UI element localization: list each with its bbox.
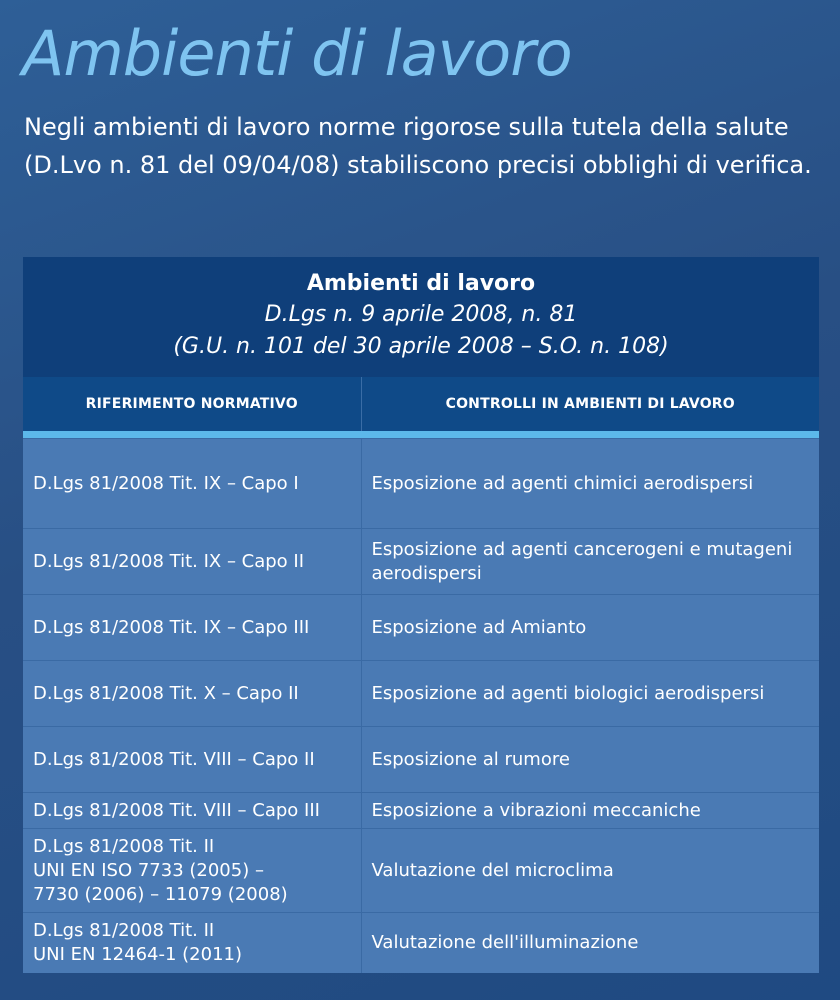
column-header-controls: CONTROLLI IN AMBIENTI DI LAVORO	[361, 377, 819, 431]
control-cell: Esposizione ad Amianto	[361, 595, 819, 661]
control-cell: Esposizione ad agenti chimici aerodispersi	[361, 439, 819, 529]
table-title: Ambienti di lavoro	[306, 271, 536, 296]
control-cell: Esposizione ad agenti cancerogeni e mutageni aerodispersi	[361, 529, 819, 595]
page-title: Ambienti di lavoro	[22, 17, 572, 90]
reference-cell: D.Lgs 81/2008 Tit. IX – Capo I	[23, 439, 361, 529]
table-row	[23, 913, 819, 973]
reference-cell: D.Lgs 81/2008 Tit. IX – Capo II	[23, 529, 361, 595]
reference-cell: D.Lgs 81/2008 Tit. II UNI EN 12464-1 (2011)	[23, 913, 361, 973]
table-header-block	[23, 257, 819, 377]
control-cell: Valutazione dell'illuminazione	[361, 913, 819, 973]
reference-cell: D.Lgs 81/2008 Tit. VIII – Capo II	[23, 727, 361, 793]
control-cell: Esposizione a vibrazioni meccaniche	[361, 793, 819, 829]
column-header-reference: RIFERIMENTO NORMATIVO	[23, 377, 361, 431]
table-subtitle-law: D.Lgs n. 9 aprile 2008, n. 81	[264, 302, 578, 327]
header-accent-bar	[23, 431, 819, 439]
control-cell: Esposizione ad agenti biologici aerodispersi	[361, 661, 819, 727]
table-row	[23, 829, 819, 913]
table-row	[23, 439, 819, 529]
reference-cell: D.Lgs 81/2008 Tit. II UNI EN ISO 7733 (2005) – 7730 (2006) – 11079 (2008)	[23, 829, 361, 913]
reference-cell: D.Lgs 81/2008 Tit. X – Capo II	[23, 661, 361, 727]
intro-paragraph: Negli ambienti di lavoro norme rigorose sulla tutela della salute (D.Lvo n. 81 del 09/04/08) stabiliscono precisi obblighi di verifica.	[24, 113, 812, 179]
table-row	[23, 529, 819, 595]
regulations-table	[23, 257, 819, 973]
control-cell: Valutazione del microclima	[361, 829, 819, 913]
table-row	[23, 793, 819, 829]
table-subtitle-gazette: (G.U. n. 101 del 30 aprile 2008 – S.O. n. 108)	[173, 334, 669, 359]
reference-cell: D.Lgs 81/2008 Tit. IX – Capo III	[23, 595, 361, 661]
column-header-row	[23, 377, 819, 431]
table-row	[23, 595, 819, 661]
table-row	[23, 727, 819, 793]
table-row	[23, 661, 819, 727]
reference-cell: D.Lgs 81/2008 Tit. VIII – Capo III	[23, 793, 361, 829]
control-cell: Esposizione al rumore	[361, 727, 819, 793]
